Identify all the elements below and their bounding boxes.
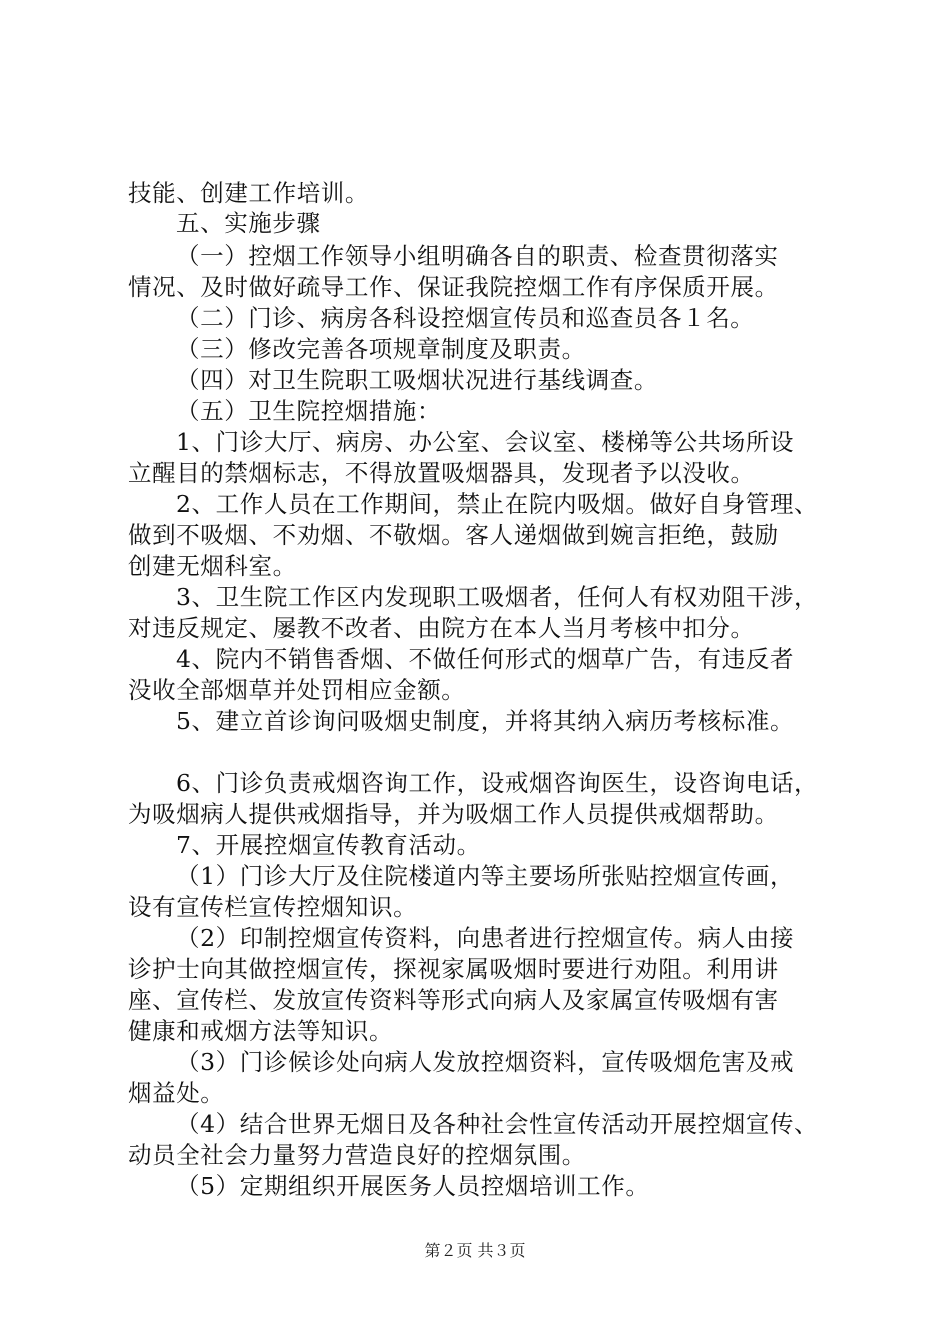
text-line: 立醒目的禁烟标志，不得放置吸烟器具，发现者予以没收。 xyxy=(128,459,755,487)
text-line: （三）修改完善各项规章制度及职责。 xyxy=(176,335,586,363)
text-line: （5）定期组织开展医务人员控烟培训工作。 xyxy=(176,1172,650,1200)
page-number-footer: 第２页 共３页 xyxy=(424,1241,526,1260)
text-line: 烟益处。 xyxy=(128,1079,225,1107)
text-line: 技能、创建工作培训。 xyxy=(128,179,369,207)
text-line: （一）控烟工作领导小组明确各自的职责、检查贯彻落实 xyxy=(176,242,779,270)
text-line: 做到不吸烟、不劝烟、不敬烟。客人递烟做到婉言拒绝，鼓励 xyxy=(128,521,779,549)
text-line: （五）卫生院控烟措施： xyxy=(176,397,442,425)
text-line: 情况、及时做好疏导工作、保证我院控烟工作有序保质开展。 xyxy=(128,273,779,301)
text-line: 创建无烟科室。 xyxy=(128,552,297,580)
text-line: 7、开展控烟宣传教育活动。 xyxy=(176,831,481,859)
text-line: 3、卫生院工作区内发现职工吸烟者，任何人有权劝阻干涉， xyxy=(176,583,819,611)
text-line: 对违反规定、屡教不改者、由院方在本人当月考核中扣分。 xyxy=(128,614,755,642)
text-line: 6、门诊负责戒烟咨询工作，设戒烟咨询医生，设咨询电话， xyxy=(176,769,819,797)
text-line: 1、门诊大厅、病房、办公室、会议室、楼梯等公共场所设 xyxy=(176,428,795,456)
text-line: （3）门诊候诊处向病人发放控烟资料，宣传吸烟危害及戒 xyxy=(176,1048,795,1076)
text-line: 5、建立首诊询问吸烟史制度，并将其纳入病历考核标准。 xyxy=(176,707,795,735)
text-line: 健康和戒烟方法等知识。 xyxy=(128,1017,394,1045)
text-line: （四）对卫生院职工吸烟状况进行基线调查。 xyxy=(176,366,658,394)
text-line: 2、工作人员在工作期间，禁止在院内吸烟。做好自身管理、 xyxy=(176,490,819,518)
text-line: 座、宣传栏、发放宣传资料等形式向病人及家属宣传吸烟有害 xyxy=(128,986,779,1014)
text-line: 动员全社会力量努力营造良好的控烟氛围。 xyxy=(128,1141,586,1169)
text-line: （2）印制控烟宣传资料，向患者进行控烟宣传。病人由接 xyxy=(176,924,795,952)
text-line: 没收全部烟草并处罚相应金额。 xyxy=(128,676,466,704)
text-line: （1）门诊大厅及住院楼道内等主要场所张贴控烟宣传画， xyxy=(176,862,795,890)
text-line: 4、院内不销售香烟、不做任何形式的烟草广告，有违反者 xyxy=(176,645,795,673)
text-line: （二）门诊、病房各科设控烟宣传员和巡查员各１名。 xyxy=(176,304,755,332)
section-heading: 五、实施步骤 xyxy=(176,209,321,237)
text-line: 设有宣传栏宣传控烟知识。 xyxy=(128,893,418,921)
text-line: （4）结合世界无烟日及各种社会性宣传活动开展控烟宣传、 xyxy=(176,1110,819,1138)
text-line: 为吸烟病人提供戒烟指导，并为吸烟工作人员提供戒烟帮助。 xyxy=(128,800,779,828)
text-line: 诊护士向其做控烟宣传，探视家属吸烟时要进行劝阻。利用讲 xyxy=(128,955,779,983)
